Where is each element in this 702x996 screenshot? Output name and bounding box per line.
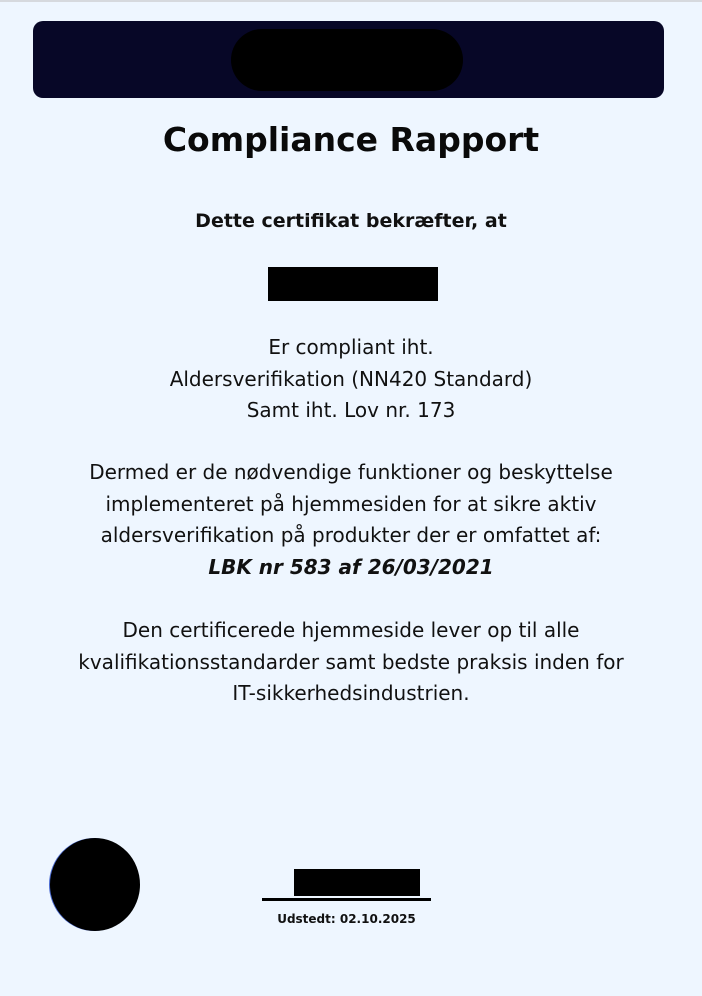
- issued-date: Udstedt: 02.10.2025: [277, 912, 416, 926]
- implementation-paragraph: [20, 457, 682, 583]
- signature-line: [262, 898, 431, 901]
- compliance-line: Samt iht. Lov nr. 173: [246, 398, 456, 422]
- law-reference: LBK nr 583 af 26/03/2021: [208, 554, 494, 579]
- closing-paragraph: [20, 615, 682, 710]
- closing-line: IT-sikkerhedsindustrien.: [232, 681, 470, 705]
- redacted-company-name: [268, 267, 438, 301]
- compliance-line: Er compliant iht.: [268, 335, 434, 359]
- compliance-statement: [20, 332, 682, 427]
- paragraph-line: Dermed er de nødvendige funktioner og beskyttelse: [89, 460, 613, 484]
- paragraph-line: aldersverifikation på produkter der er omfattet af:: [100, 523, 602, 547]
- redacted-logo: [231, 29, 463, 91]
- page-title: Compliance Rapport: [162, 120, 540, 159]
- closing-line: kvalifikationsstandarder samt bedste praksis inden for: [78, 649, 624, 674]
- redacted-seal: [50, 838, 140, 931]
- compliance-line: Aldersverifikation (NN420 Standard): [169, 366, 533, 391]
- closing-line: Den certificerede hjemmeside lever op til alle: [122, 618, 580, 642]
- redacted-signature: [294, 869, 420, 896]
- certificate-subtitle: Dette certifikat bekræfter, at: [195, 210, 507, 232]
- paragraph-line: implementeret på hjemmesiden for at sikre aktiv: [105, 491, 597, 516]
- header-banner: [33, 21, 664, 98]
